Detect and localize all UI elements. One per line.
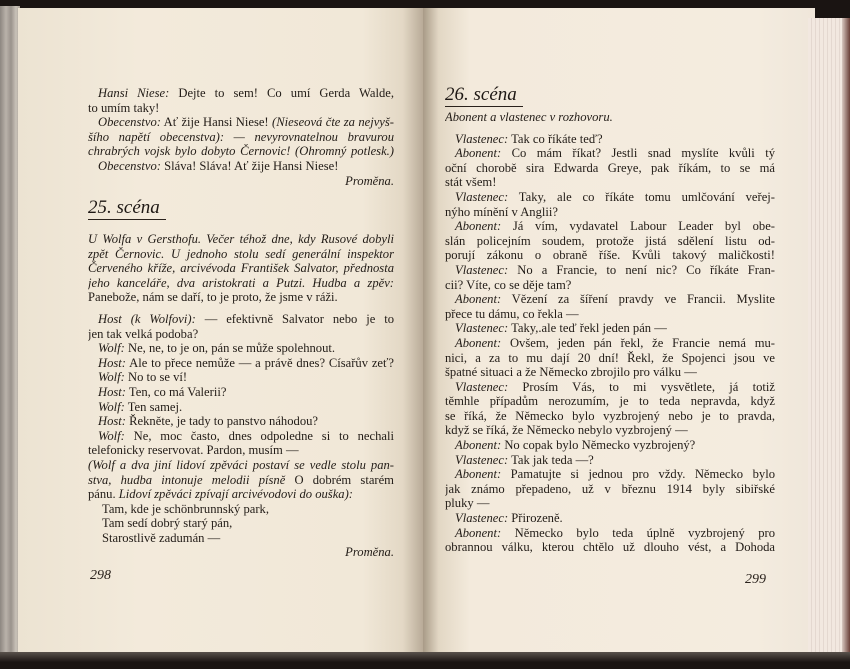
- text: to umím taky!: [88, 100, 160, 115]
- text: špatné situaci a že Německo zbrojilo pro válku —: [445, 365, 697, 380]
- text: Ten samej.: [124, 399, 183, 414]
- text-line: [88, 327, 394, 342]
- italic-text: šího napětí obecenstva): — nevyrovnatelnou bravurou: [88, 129, 394, 144]
- text-line: [445, 511, 775, 526]
- text-line: [88, 290, 394, 305]
- left-scene-heading-wrap: [88, 197, 394, 220]
- right-text-block: [445, 110, 775, 555]
- text-line: [445, 453, 775, 468]
- text-line: [88, 531, 394, 546]
- text-line: [88, 144, 394, 159]
- text: Tak jak teda —?: [508, 452, 594, 467]
- text-line: [88, 261, 394, 276]
- italic-text: Wolf:: [98, 370, 125, 385]
- italic-text: Host:: [98, 355, 126, 370]
- italic-text: Abonent:: [455, 146, 502, 161]
- text-line: [88, 487, 394, 502]
- text-line: [88, 429, 394, 444]
- text-line: [445, 175, 775, 190]
- text-line: [445, 482, 775, 497]
- italic-text: Vlastenec:: [455, 189, 509, 204]
- text-line: [88, 545, 394, 560]
- italic-text: Obecenstvo:: [98, 158, 161, 173]
- text-line: [445, 234, 775, 249]
- italic-text: chrabrých vojsk bylo dobyto Černovic! (Ohromný potlesk.): [88, 144, 394, 159]
- italic-text: Červeného kříže, arcivévoda František Salvator, přednosta: [88, 261, 394, 276]
- italic-text: Vlastenec:: [455, 379, 509, 394]
- italic-text: stva, hudba intonuje melodii písně: [88, 472, 286, 487]
- text: Já vím, vydavatel Labour Leader byl obe-: [501, 219, 775, 234]
- text: Tak co říkáte teď?: [508, 131, 603, 146]
- text: — efektivně Salvator nebo je to: [195, 311, 394, 326]
- text-line: [88, 276, 394, 291]
- italic-text: zpět Černovic. U jednoho stolu sedí generální inspektor: [88, 246, 394, 261]
- text-line: [88, 130, 394, 145]
- text: No to se ví!: [124, 370, 188, 385]
- text-line: [88, 341, 394, 356]
- italic-text: Wolf:: [98, 399, 125, 414]
- italic-text: (Nieseová čte za nejvyš-: [272, 115, 394, 130]
- text-line: [445, 292, 775, 307]
- italic-text: Obecenstvo:: [98, 115, 161, 130]
- text: Ne, moc často, dnes odpoledne si to nechali: [124, 428, 394, 443]
- text-line: [445, 336, 775, 351]
- italic-text: U Wolfa v Gersthofu. Večer téhož dne, kdy Rusové dobyli: [88, 232, 394, 246]
- text-line: [88, 400, 394, 415]
- page-stack-left-edge: [0, 6, 20, 658]
- text: těmhle případům nerozumím, je to teda nepravda, když: [445, 394, 775, 409]
- text: telefonicky reservovat. Pardon, musím —: [88, 443, 299, 458]
- text: slán policejním soudem, protože jistá sdělení listu od-: [445, 233, 775, 248]
- text: Ať žije Hansi Niese!: [160, 115, 272, 130]
- text: Ne, ne, to je on, pán se může spolehnout.: [124, 341, 336, 356]
- italic-text: Abonent:: [455, 335, 502, 350]
- italic-text: jeho kanceláře, dva aristokrati a Putzi. Hudba a zpěv:: [88, 275, 394, 290]
- right-scene-heading-wrap: [445, 84, 775, 107]
- text: obrannou válku, kterou chtělo už dlouho vést, a Dohoda: [445, 540, 775, 555]
- italic-text: Vlastenec:: [455, 511, 509, 526]
- page-stack-right-edge: [808, 18, 850, 658]
- text-line: [445, 132, 775, 147]
- text: nýho mínění v Anglii?: [445, 204, 558, 219]
- text: Ale to přece nemůže — a právě dnes? Císařův zeť?: [126, 355, 394, 370]
- text: Taky, ale co říkáte tomu umlčování veřej-: [508, 189, 775, 204]
- text-line: [445, 307, 775, 322]
- italic-text: Wolf:: [98, 341, 125, 356]
- italic-text: Vlastenec:: [455, 262, 509, 277]
- left-text-block-2: [88, 232, 394, 560]
- page-number-right: 299: [745, 572, 766, 587]
- italic-text: Abonent:: [455, 438, 502, 453]
- text: stát všem!: [445, 175, 497, 190]
- text: Německo bylo teda úplně vyzbrojený pro: [501, 525, 775, 540]
- text: Co mám říkat? Jestli snad myslíte kvůli tý: [501, 146, 775, 161]
- text-line: [445, 146, 775, 161]
- text: Panebože, nám se daří, to je proto, že jsme v ráži.: [88, 290, 338, 305]
- italic-text: Host (k Wolfovi):: [98, 311, 196, 326]
- bottom-shadow: [0, 652, 850, 669]
- text-line: [445, 190, 775, 205]
- text-line: [445, 161, 775, 176]
- text: Starostlivě zadumán —: [102, 530, 221, 545]
- text: porují zákonu o obraně říše. Kvůli takový maličkosti!: [445, 248, 775, 263]
- text-line: [88, 458, 394, 473]
- text-line: [445, 526, 775, 541]
- text-line: [88, 516, 394, 531]
- text-line: [445, 248, 775, 263]
- text-line: [445, 321, 775, 336]
- text-line: [88, 174, 394, 189]
- text-line: [445, 205, 775, 220]
- italic-text: Abonent:: [455, 525, 502, 540]
- text: Pamatujte si jednou pro vždy. Německo bylo: [501, 467, 775, 482]
- text-line: [445, 365, 775, 380]
- italic-text: Host:: [98, 414, 126, 429]
- text: když se říká, že Německo nebylo vyzbrojený —: [445, 423, 688, 438]
- text-line: [445, 423, 775, 438]
- text-line: [88, 370, 394, 385]
- text: pánu.: [88, 487, 119, 502]
- italic-text: Hansi Niese:: [98, 86, 170, 100]
- text: pluky —: [445, 496, 490, 511]
- italic-text: Vlastenec:: [455, 131, 509, 146]
- text: přece tu dámu, co řekla —: [445, 306, 579, 321]
- text-line: [445, 467, 775, 482]
- text-line: [88, 414, 394, 429]
- text: No a Francie, to není nic? Co říkáte Fran-: [508, 262, 775, 277]
- text-line: [88, 247, 394, 262]
- text-line: [445, 394, 775, 409]
- italic-text: Proměna.: [345, 545, 394, 560]
- italic-text: Vlastenec:: [455, 452, 509, 467]
- text: Přirozeně.: [508, 511, 563, 526]
- text: Řekněte, je tady to panstvo náhodou?: [126, 414, 319, 429]
- italic-text: Abonent:: [455, 219, 502, 234]
- text: Ovšem, jeden pán řekl, že Francie nemá mu-: [501, 335, 775, 350]
- text-line: [88, 312, 394, 327]
- text: Prosím Vás, to mi vysvětlete, já totiž: [508, 379, 775, 394]
- text: jak známo přepadeno, už v březnu 1914 byly sibiřské: [445, 481, 775, 496]
- text: Tam sedí dobrý starý pán,: [102, 516, 233, 531]
- text: Dejte to sem! Co umí Gerda Walde,: [169, 86, 394, 100]
- text: se říká, že Německo bylo vyzbrojený nebo je to pravda,: [445, 408, 775, 423]
- italic-text: Lidoví zpěváci zpívají arcivévodovi do ouška):: [118, 487, 353, 502]
- text: Ten, co má Valerii?: [126, 384, 227, 399]
- left-text-block-1: [88, 86, 394, 188]
- text: Sláva! Sláva! Ať žije Hansi Niese!: [160, 158, 339, 173]
- italic-text: Abonent a vlastenec v rozhovoru.: [445, 110, 613, 124]
- text-line: [445, 263, 775, 278]
- text: cii? Víte, co se děje tam?: [445, 277, 572, 292]
- text: jen tak velká podoba?: [88, 326, 199, 341]
- text-line: [88, 385, 394, 400]
- text-line: [445, 409, 775, 424]
- text: Tam, kde je schönbrunnský park,: [102, 501, 269, 516]
- text-line: [88, 443, 394, 458]
- text-line: [88, 232, 394, 247]
- scene-heading-26: 26. scéna: [445, 84, 523, 107]
- text-line: [445, 438, 775, 453]
- text: Taky,.ale teď řekl jeden pán —: [508, 321, 667, 336]
- text-line: [88, 101, 394, 116]
- text: oční chorobě sira Edwarda Greye, pak říkám, to se má: [445, 160, 775, 175]
- text-line: [88, 356, 394, 371]
- italic-text: Host:: [98, 384, 126, 399]
- text-line: [445, 278, 775, 293]
- text-line: [445, 219, 775, 234]
- italic-text: (Wolf a dva jiní lidoví zpěváci postaví se vedle stolu pan-: [88, 457, 394, 472]
- text-line: [88, 473, 394, 488]
- italic-text: Proměna.: [345, 173, 394, 188]
- text: Vězení za šíření pravdy ve Francii. Myslite: [501, 292, 775, 307]
- text-line: [445, 110, 775, 125]
- italic-text: Vlastenec:: [455, 321, 509, 336]
- text-line: [445, 380, 775, 395]
- text-line: [88, 86, 394, 101]
- text: No copak bylo Německo vyzbrojený?: [501, 438, 696, 453]
- scene-heading-25: 25. scéna: [88, 197, 166, 220]
- text: nici, a za to mu dají 20 dní! Řekl, že Spojenci jsou ve: [445, 350, 775, 365]
- text-line: [88, 159, 394, 174]
- text-line: [445, 496, 775, 511]
- text-line: [445, 351, 775, 366]
- italic-text: Wolf:: [98, 428, 125, 443]
- text-line: [88, 502, 394, 517]
- italic-text: Abonent:: [455, 467, 502, 482]
- text: O dobrém starém: [285, 472, 394, 487]
- text-line: [88, 115, 394, 130]
- italic-text: Abonent:: [455, 292, 502, 307]
- text-line: [445, 540, 775, 555]
- page-number-left: 298: [90, 568, 111, 583]
